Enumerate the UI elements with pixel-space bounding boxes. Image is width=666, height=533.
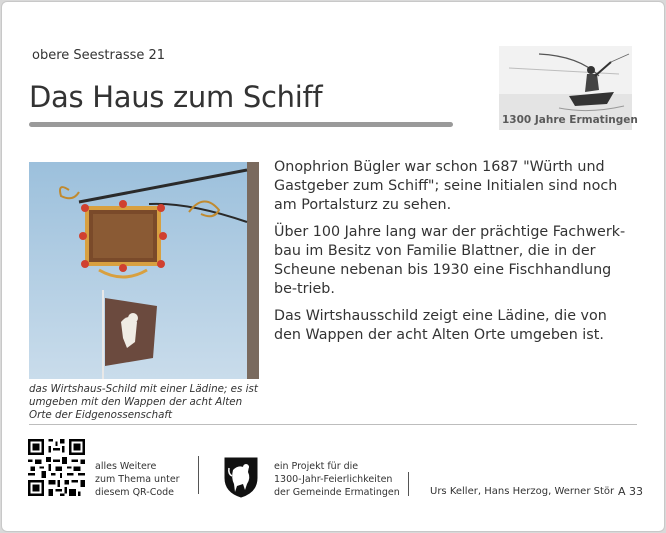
body-text <box>274 158 634 353</box>
logo-text: 1300 Jahre Ermatingen <box>502 114 638 126</box>
photo-caption: das Wirtshaus-Schild mit einer Lädine; es ist umgeben mit den Wappen der acht Alten Orte der Eidgenossenschaft <box>29 383 258 421</box>
ermatingen-crest <box>223 456 259 498</box>
qr-text <box>95 460 180 499</box>
paragraph: Über 100 Jahre lang war der prächtige Fachwerk-bau im Besitz von Familie Blattner, die in der Scheune nebenan bis 1930 eine Fischhandlung be-trieb. <box>274 224 626 297</box>
project-text-line: 1300-Jahr-Feierlichkeiten <box>274 474 393 485</box>
page-number: A 33 <box>618 485 644 498</box>
qr-text-line: zum Thema unter <box>95 474 180 485</box>
info-card <box>1 1 665 532</box>
project-text-line: ein Projekt für die <box>274 461 359 472</box>
page-title: Das Haus zum Schiff <box>29 80 323 114</box>
project-text-line: der Gemeinde Ermatingen <box>274 487 400 498</box>
title-underline <box>29 122 453 127</box>
divider <box>408 472 409 496</box>
divider <box>198 456 199 494</box>
authors: Urs Keller, Hans Herzog, Werner Stör <box>430 486 615 497</box>
qr-code[interactable] <box>28 439 85 496</box>
qr-text-line: alles Weitere <box>95 461 157 472</box>
project-text <box>274 460 400 499</box>
footer-rule <box>29 424 637 425</box>
qr-text-line: diesem QR-Code <box>95 487 175 498</box>
paragraph: Das Wirtshausschild zeigt eine Lädine, die von den Wappen der acht Alten Orte umgeben ist. <box>274 308 607 343</box>
hanging-sign-photo <box>29 162 259 379</box>
address: obere Seestrasse 21 <box>32 48 166 63</box>
paragraph: Onophrion Bügler war schon 1687 "Würth und Gastgeber zum Schiff"; seine Initialen sind noch am Portalsturz zu sehen. <box>274 159 618 213</box>
